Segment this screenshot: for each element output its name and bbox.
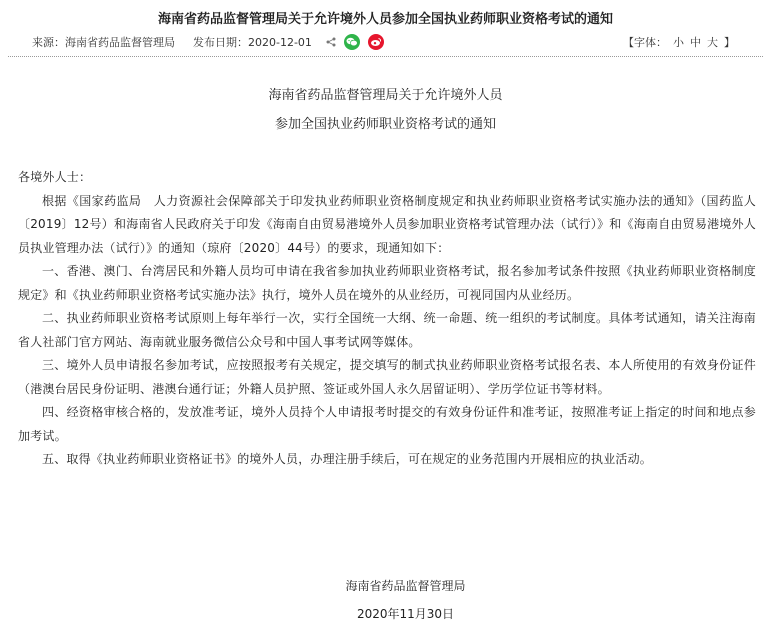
- wechat-icon[interactable]: [344, 34, 360, 50]
- paragraph-3: 三、境外人员申请报名参加考试，应按照报考有关规定，提交填写的制式执业药师职业资格考试报名表、本人所使用的有效身份证件（港澳台居民身份证明、港澳台通行证；外籍人员护照、签证或外国人永久居留证明）、学历学位证书等材料。: [18, 358, 756, 396]
- salutation: 各境外人士：: [18, 170, 92, 184]
- font-size-close-bracket: 】: [724, 36, 735, 49]
- header-divider: [8, 56, 763, 57]
- share-icon[interactable]: [326, 37, 336, 47]
- font-size-small[interactable]: 小: [673, 36, 684, 49]
- source-label: 来源：海南省药品监督管理局: [32, 36, 175, 49]
- document-title-line-2: 参加全国执业药师职业资格考试的通知: [274, 117, 496, 132]
- paragraph-1: 一、香港、澳门、台湾居民和外籍人员均可申请在我省参加执业药师职业资格考试，报名参加考试条件按照《执业药师职业资格制度规定》和《执业药师职业资格考试实施办法》执行，境外人员在境外的从业经历，可视同国内从业经历。: [18, 264, 756, 302]
- paragraph-2: 二、执业药师职业资格考试原则上每年举行一次，实行全国统一大纲、统一命题、统一组织的考试制度。具体考试通知，请关注海南省人社部门官方网站、海南就业服务微信公众号和中国人事考试网等媒体。: [18, 311, 756, 349]
- paragraph-4: 四、经资格审核合格的，发放准考证，境外人员持个人申请报考时提交的有效身份证件和准考证，按照准考证上指定的时间和地点参加考试。: [18, 405, 756, 443]
- share-bar: [326, 34, 384, 50]
- signature-date: 2020年11月30日: [356, 607, 455, 621]
- meta-bar: [8, 33, 763, 51]
- paragraph-intro: 根据《国家药监局 人力资源社会保障部关于印发执业药师职业资格制度规定和执业药师职业资格考试实施办法的通知》（国药监人〔2019〕12号）和海南省人民政府关于印发《海南自由贸易港境外人员参加职业资格考试管理办法（试行）》和《海南自由贸易港境外人员执业管理办法（试行）》的通知（琼府〔2020〕44号）的要求，现通知如下：: [18, 193, 756, 255]
- paragraph-5: 五、取得《执业药师职业资格证书》的境外人员，办理注册手续后，可在规定的业务范围内开展相应的执业活动。: [42, 452, 653, 466]
- font-size-large[interactable]: 大: [707, 36, 718, 49]
- article-header-title: 海南省药品监督管理局关于允许境外人员参加全国执业药师职业资格考试的通知: [157, 12, 613, 27]
- font-size-label: 【字体：: [623, 36, 667, 49]
- publish-date: 发布日期：2020-12-01: [193, 36, 312, 49]
- signature-org: 海南省药品监督管理局: [345, 579, 466, 593]
- weibo-icon[interactable]: [368, 34, 384, 50]
- document-title-line-1: 海南省药品监督管理局关于允许境外人员: [268, 88, 503, 103]
- font-size-switcher: [623, 34, 735, 50]
- document-body: [18, 166, 756, 472]
- font-size-medium[interactable]: 中: [690, 36, 701, 49]
